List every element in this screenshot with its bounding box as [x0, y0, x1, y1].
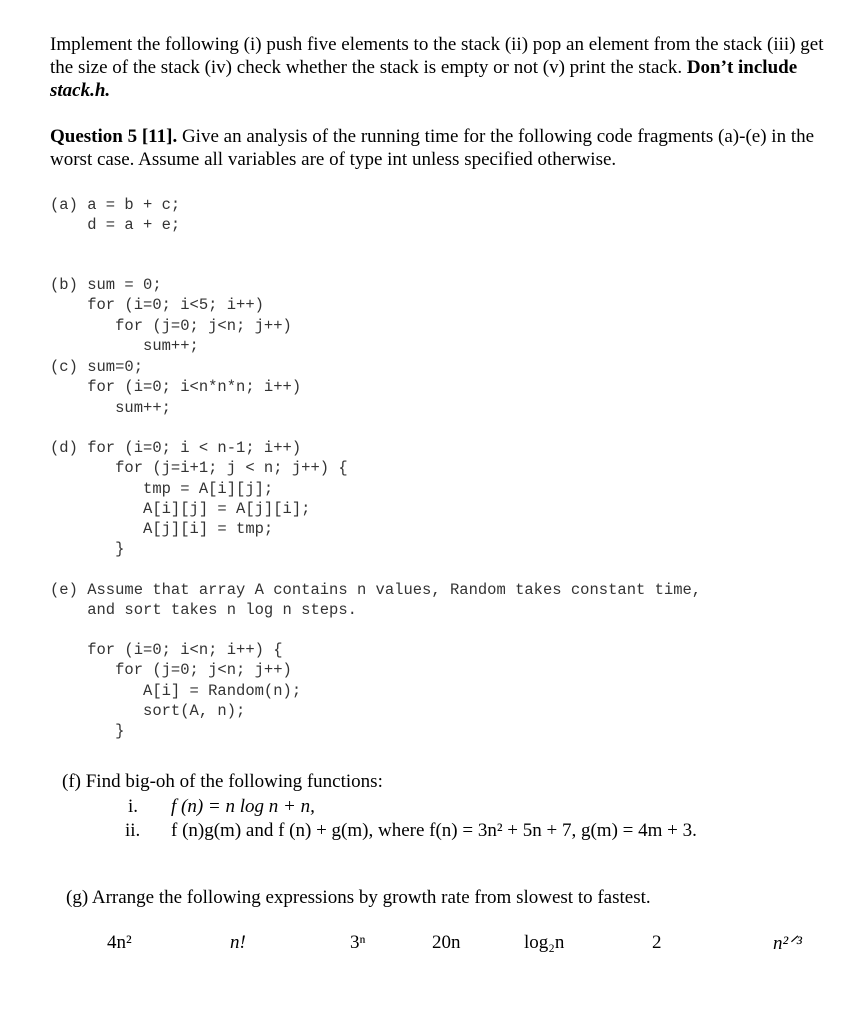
code-line: and sort takes n log n steps.: [50, 601, 357, 620]
expression: n!: [230, 932, 246, 953]
code-line: for (i=0; i<5; i++): [50, 296, 264, 315]
code-line: }: [50, 722, 125, 741]
question5-heading: Question 5 [11].: [50, 126, 178, 147]
question5-text: Give an analysis of the running time for the following code fragments (a)-(e) in the worst case. Assume all variables are of type int unless specified otherwise.: [50, 126, 815, 170]
code-line: for (i=0; i<n*n*n; i++): [50, 378, 302, 397]
code-line: for (j=0; j<n; j++): [50, 661, 292, 680]
code-line: }: [50, 540, 125, 559]
code-line: for (j=i+1; j < n; j++) {: [50, 459, 348, 478]
intro-paragraph: [50, 33, 840, 102]
expression: 3ⁿ: [350, 932, 366, 953]
part-f-ii-text: f (n)g(m) and f (n) + g(m), where f(n) = 3n² + 5n + 7, g(m) = 4m + 3.: [171, 820, 697, 841]
code-line: tmp = A[i][j];: [50, 479, 274, 498]
code-line: sum++;: [50, 336, 199, 355]
part-g-heading: (g) Arrange the following expressions by growth rate from slowest to fastest.: [66, 887, 651, 908]
code-line: sort(A, n);: [50, 701, 246, 720]
code-line: A[i][j] = A[j][i];: [50, 499, 311, 518]
code-line: for (i=0; i<n; i++) {: [50, 641, 283, 659]
code-line: A[j][i] = tmp;: [50, 520, 274, 539]
code-line: sum++;: [50, 398, 171, 417]
expression: 2: [652, 932, 662, 953]
code-line: d = a + e;: [50, 216, 181, 235]
expression: 4n²: [107, 932, 132, 953]
code-block-b: [50, 275, 292, 356]
code-block-c: [50, 357, 301, 418]
expression: 20n: [432, 932, 461, 953]
code-block-e-text: [50, 580, 701, 621]
code-line: (a) a = b + c;: [50, 196, 181, 214]
part-f-ii-label: ii.: [125, 820, 141, 841]
question5-paragraph: [50, 125, 840, 171]
code-line: (b) sum = 0;: [50, 276, 162, 294]
part-f-i-label: i.: [128, 796, 139, 817]
expression: n²ᐟ³: [773, 933, 802, 954]
expression: log₂n: [524, 932, 565, 953]
part-f-heading: (f) Find big-oh of the following functions:: [62, 771, 383, 792]
code-line: (c) sum=0;: [50, 358, 144, 376]
code-line: (e) Assume that array A contains n values, Random takes constant time,: [50, 581, 702, 599]
code-block-e: [50, 640, 301, 741]
intro-text: Implement the following (i) push five elements to the stack (ii) pop an element from the stack (iii) get the size of the stack (iv) check whether the stack is empty or not (v) print the stack.: [50, 34, 824, 78]
code-line: A[i] = Random(n);: [50, 681, 302, 700]
part-f-i-text: f (n) = n log n + n,: [171, 796, 315, 817]
intro-filename: stack.h.: [50, 80, 111, 101]
code-line: (d) for (i=0; i < n-1; i++): [50, 439, 302, 457]
code-line: for (j=0; j<n; j++): [50, 316, 292, 335]
code-block-a: [50, 195, 180, 236]
intro-bold: Don’t include: [686, 57, 798, 78]
code-block-d: [50, 438, 348, 560]
